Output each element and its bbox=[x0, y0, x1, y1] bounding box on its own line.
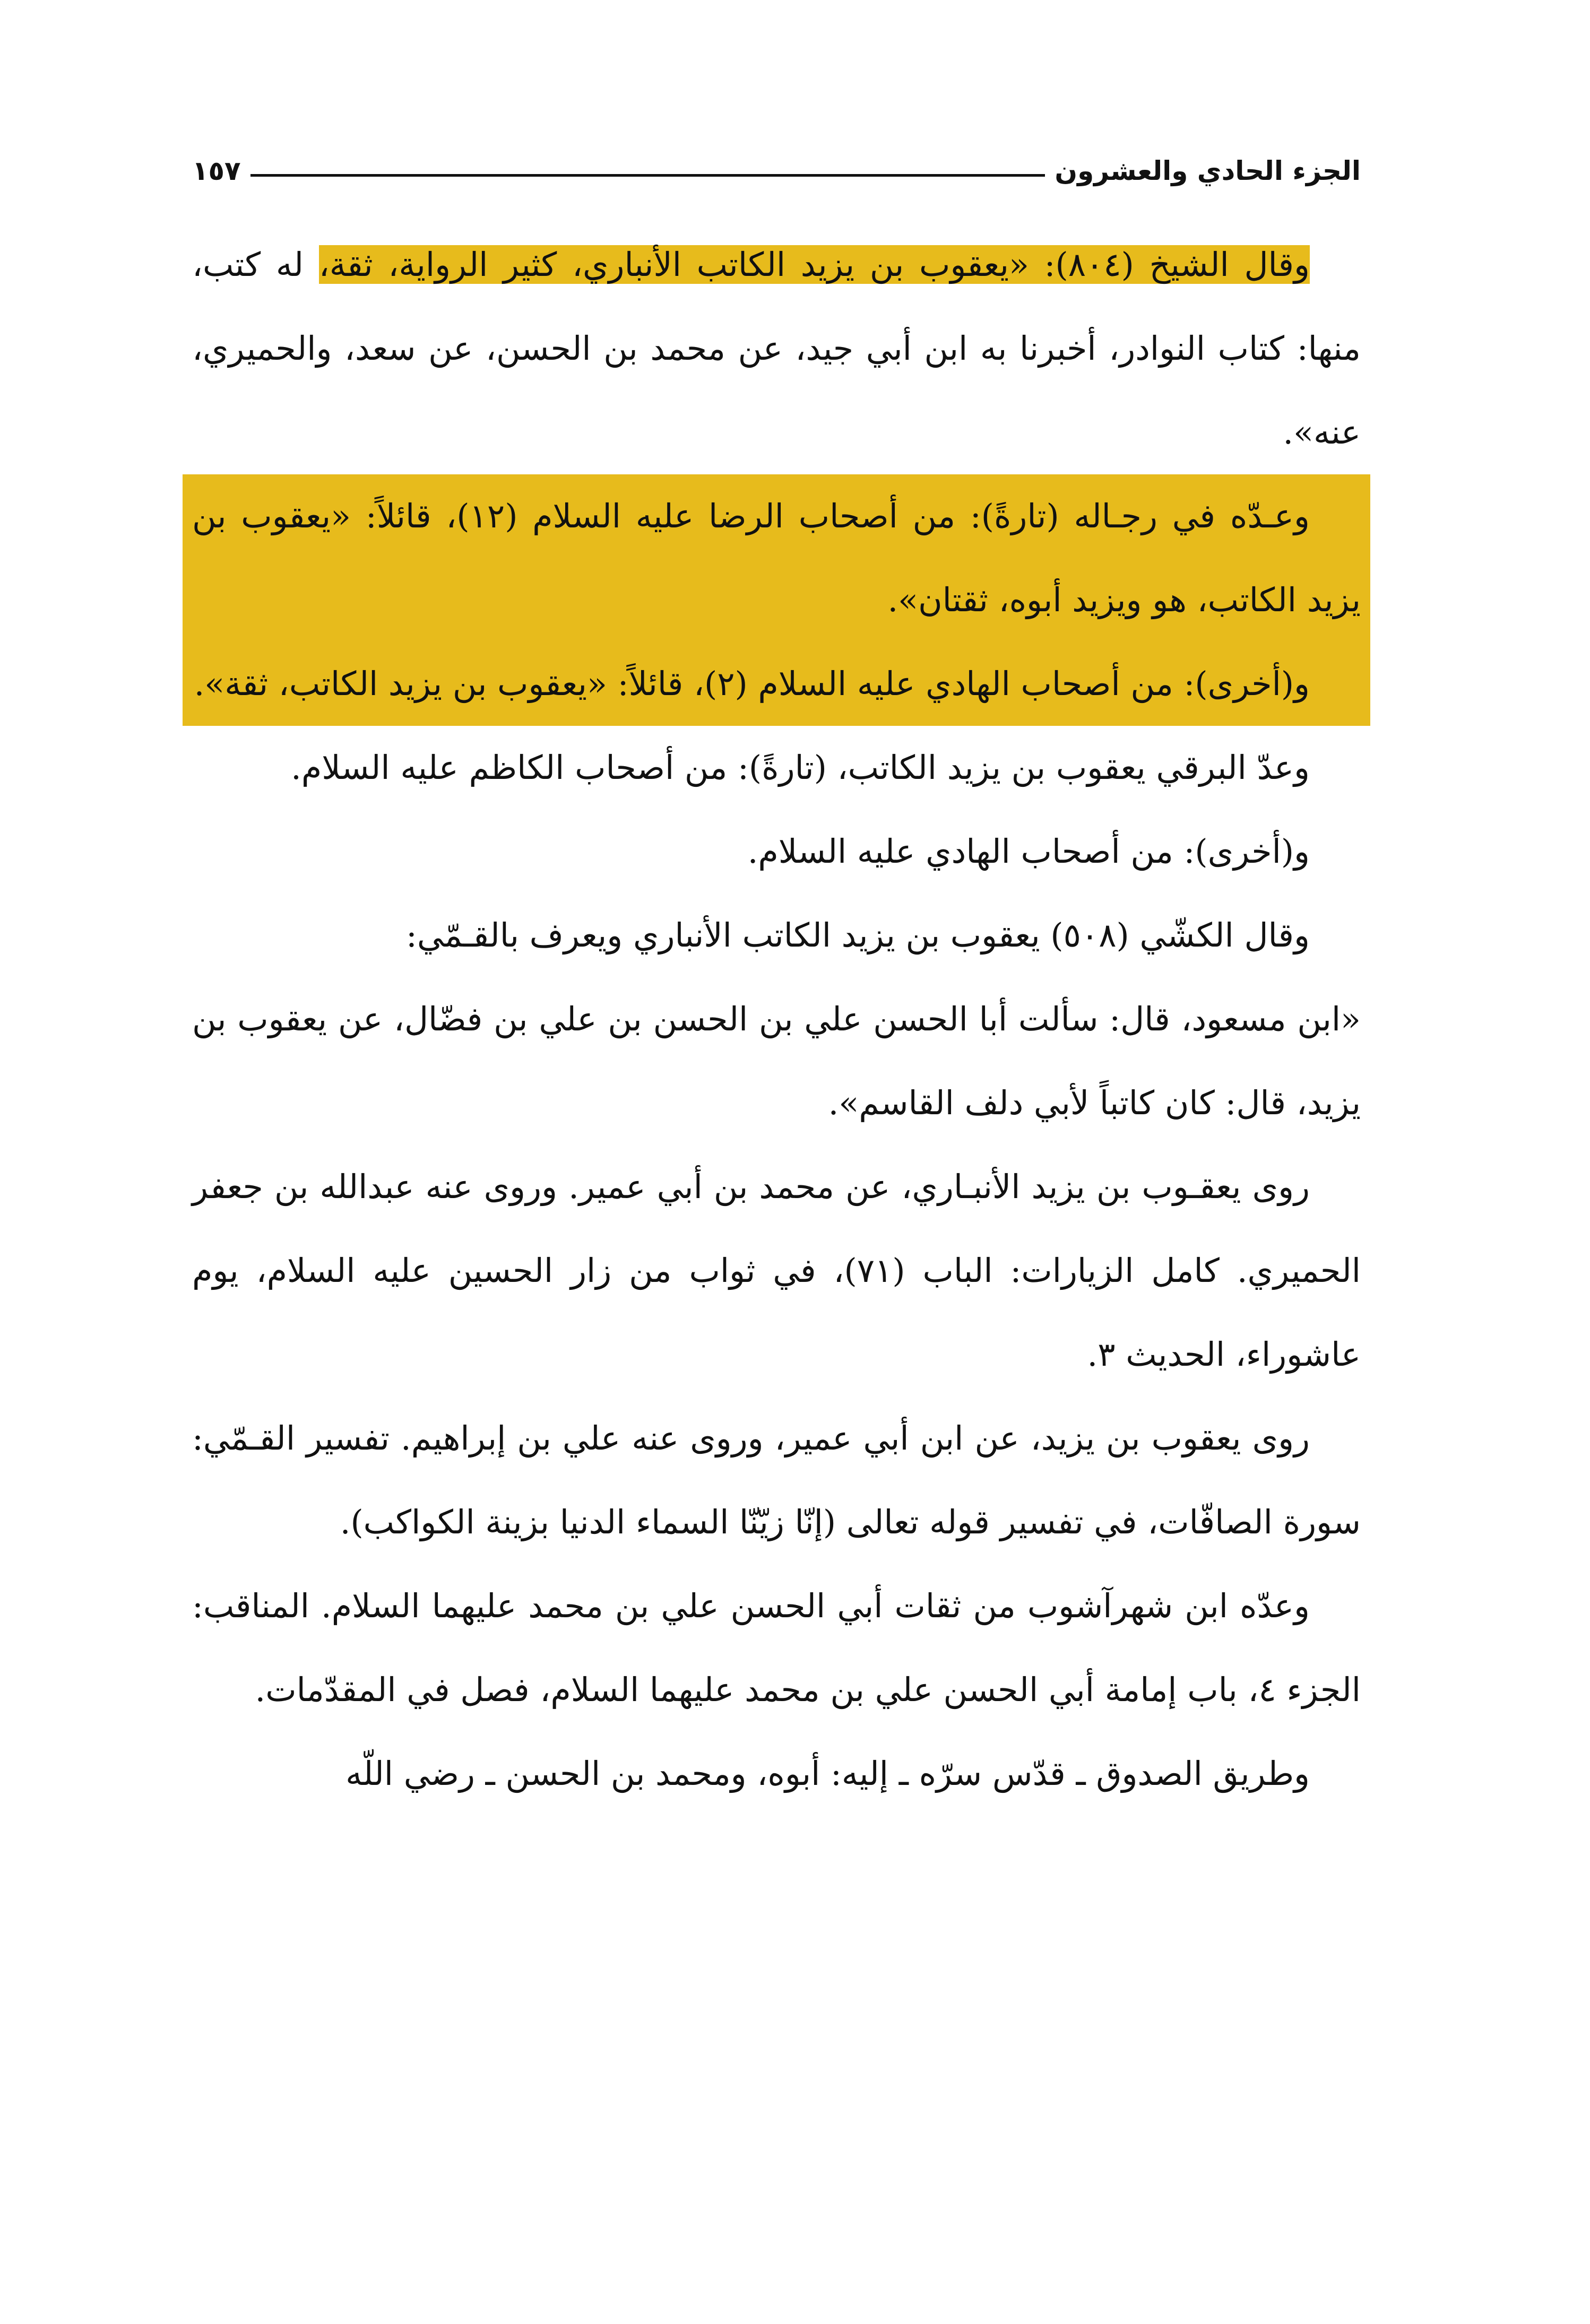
paragraph: روى يعقـوب بن يزيد الأنبـاري، عن محمد بن أبي عمير. وروى عنه عبدالله بن جعفر الحميري. كامل الزيارات: الباب (٧١)، في ثواب من زار الحسين عليه السلام، يوم عاشوراء، الحديث ٣. bbox=[192, 1167, 1361, 1374]
paragraph: وعدّ البرقي يعقوب بن يزيد الكاتب، (تارةً): من أصحاب الكاظم عليه السلام. bbox=[291, 748, 1310, 787]
paragraph: و(أخرى): من أصحاب الهادي عليه السلام. bbox=[747, 832, 1310, 871]
paragraph: روى يعقوب بن يزيد، عن ابن أبي عمير، وروى عنه علي بن إبراهيم. تفسير القـمّي: سورة الصافّات، في تفسير قوله تعالى (إنّا زيّنّا السماء الدنيا بزينة الكواكب). bbox=[192, 1419, 1361, 1541]
paragraph: وعـدّه في رجـاله (تارةً): من أصحاب الرضا عليه السلام (١٢)، قائلاً: «يعقوب بن يزيد الكاتب، هو ويزيد أبوه، ثقتان». bbox=[192, 497, 1361, 619]
running-header bbox=[192, 150, 1361, 192]
highlighted-block bbox=[183, 474, 1370, 726]
paragraph: «ابن مسعود، قال: سألت أبا الحسن علي بن الحسن بن علي بن فضّال، عن يعقوب بن يزيد، قال: كان كاتباً لأبي دلف القاسم». bbox=[192, 1000, 1361, 1122]
body-text bbox=[192, 223, 1361, 1816]
paragraph: وطريق الصدوق ـ قدّس سرّه ـ إليه: أبوه، ومحمد بن الحسن ـ رضي اللّه bbox=[345, 1754, 1310, 1793]
paragraph: وعدّه ابن شهرآشوب من ثقات أبي الحسن علي بن محمد عليهما السلام. المناقب: الجزء ٤، باب إمامة أبي الحسن علي بن محمد عليهما السلام، فصل في المقدّمات. bbox=[192, 1586, 1361, 1709]
paragraph: وقال الكشّي (٥٠٨) يعقوب بن يزيد الكاتب الأنباري ويعرف بالقـمّي: bbox=[405, 916, 1310, 955]
header-rule bbox=[250, 174, 1045, 177]
page-number: ١٥٧ bbox=[192, 155, 241, 186]
paragraph bbox=[192, 223, 1361, 474]
running-header-title: الجزء الحادي والعشرون bbox=[1055, 155, 1361, 186]
highlighted-text: وقال الشيخ (٨٠٤): «يعقوب بن يزيد الكاتب الأنباري، كثير الرواية، ثقة، bbox=[318, 245, 1310, 284]
paragraph: و(أخرى): من أصحاب الهادي عليه السلام (٢)، قائلاً: «يعقوب بن يزيد الكاتب، ثقة». bbox=[194, 664, 1310, 703]
paragraph-text: له كتب، منها: كتاب النوادر، أخبرنا به ابن أبي جيد، عن محمد بن الحسن، عن سعد، والحميري، عنه». bbox=[192, 245, 1361, 452]
